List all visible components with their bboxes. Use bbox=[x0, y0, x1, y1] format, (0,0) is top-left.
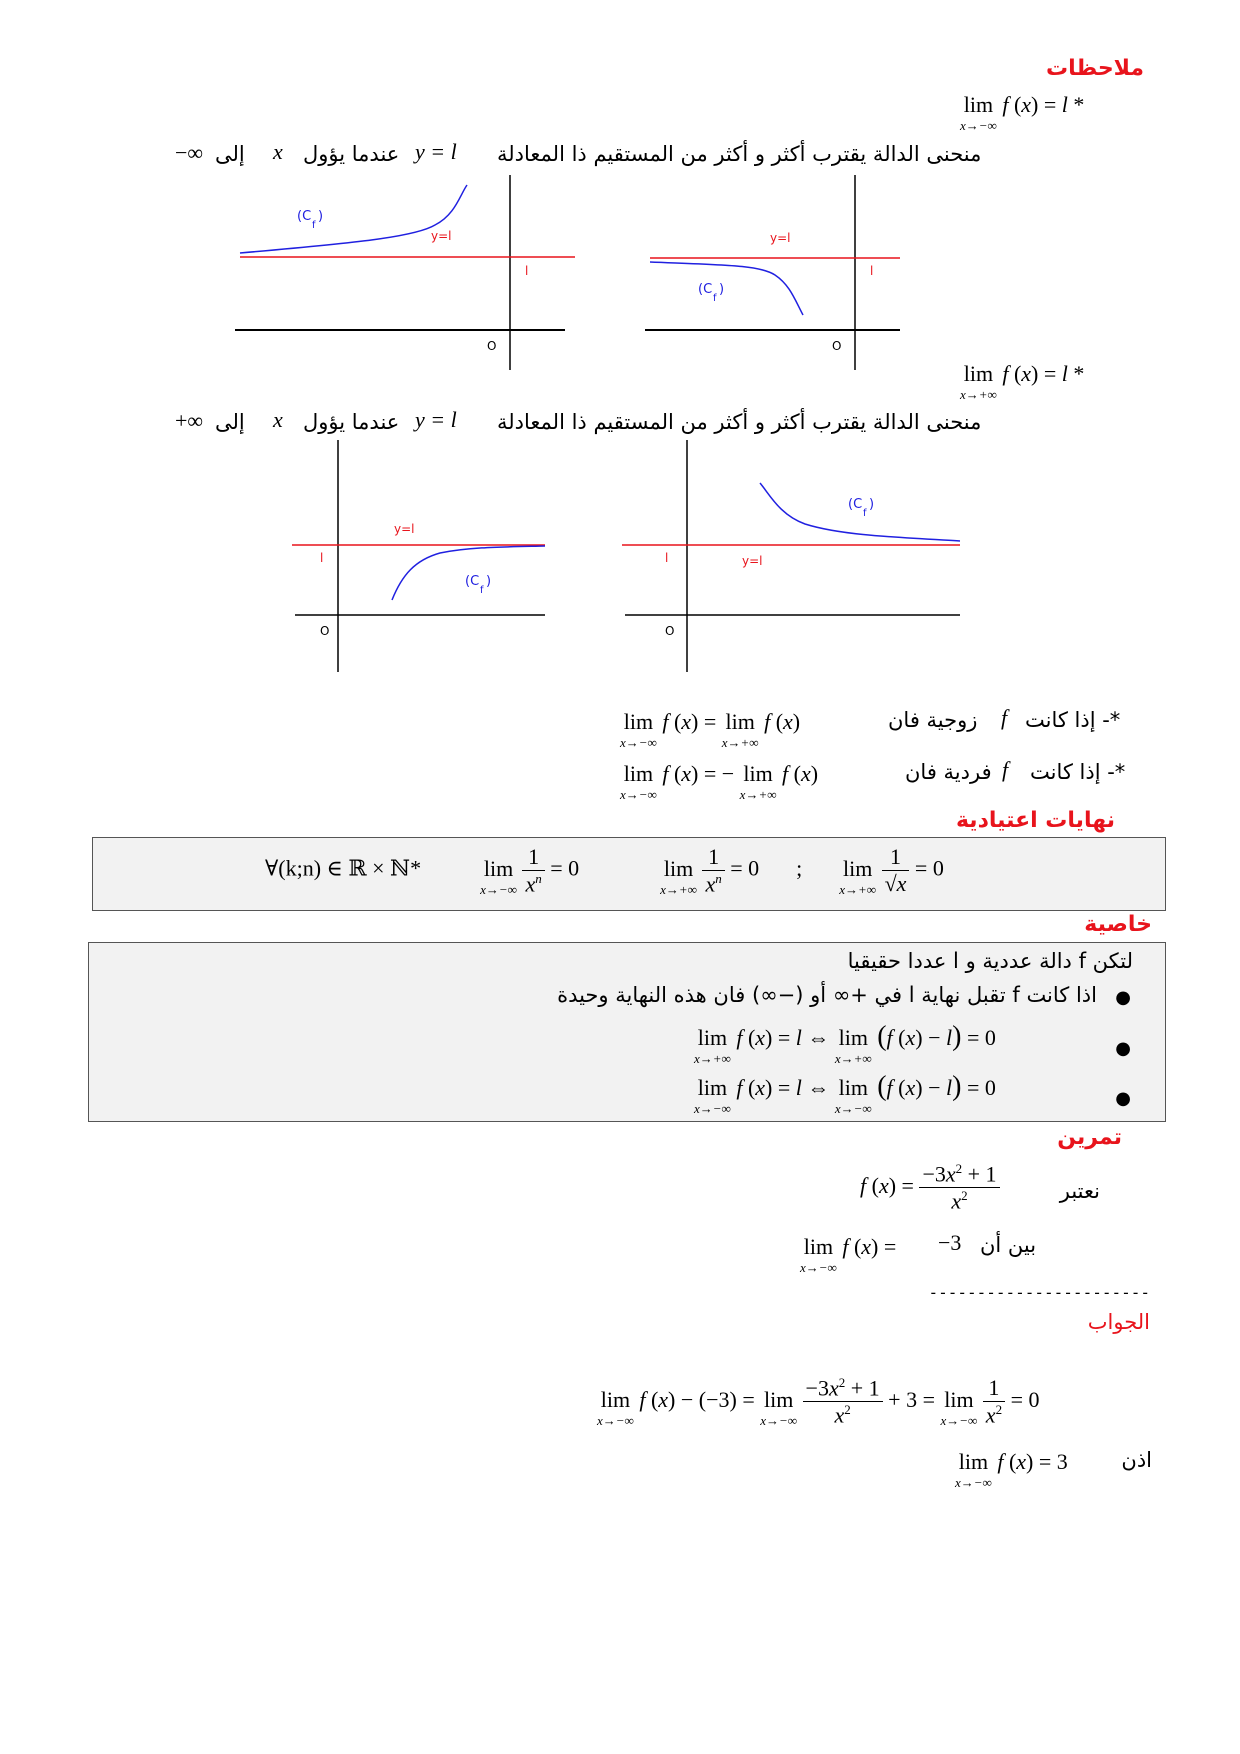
case2-text: منحنى الدالة يقترب أكثر و أكثر من المستقيم ذا المعادلة bbox=[497, 410, 982, 434]
svg-text:f: f bbox=[863, 508, 867, 519]
case1-sentence bbox=[175, 140, 1045, 170]
case1-minus-inf: −∞ bbox=[175, 140, 204, 165]
graph-1-asymptote-label: y=l bbox=[431, 229, 452, 243]
parity-even: lim x→−∞ f (x) = lim x→+∞ f (x) زوجية فان f *- إذا كانت bbox=[620, 705, 1121, 750]
parity-odd-rest: فردية فان bbox=[905, 760, 992, 784]
case2-sentence bbox=[175, 408, 1045, 438]
case2-mid: عندما يؤول bbox=[303, 410, 400, 434]
property-bullet-2-formula: lim x→+∞ f (x) = l ⇔ lim x→+∞ (f (x) − l) = 0 bbox=[694, 1021, 996, 1066]
case1-to: إلى bbox=[215, 142, 245, 166]
answer-conclusion: lim x→−∞ f (x) = 3 اذن bbox=[955, 1448, 1152, 1490]
property-title: خاصية bbox=[1084, 912, 1152, 937]
graph-3-curve-label: (C bbox=[465, 574, 480, 589]
case1-text: منحنى الدالة يقترب أكثر و أكثر من المستقيم ذا المعادلة bbox=[497, 142, 982, 166]
graph-2-l-label: l bbox=[870, 264, 874, 278]
usual-limits-forall: ∀(k;n) ∈ ℝ × ℕ* bbox=[265, 855, 422, 881]
svg-text:): ) bbox=[869, 497, 875, 512]
exercise-show: lim x→−∞ f (x) = −3 بين أن bbox=[800, 1230, 1037, 1275]
svg-text:f: f bbox=[312, 220, 316, 231]
case1-formula: lim x→−∞ f (x) = l * bbox=[960, 92, 1085, 133]
graph-1-curve-label: (C bbox=[297, 209, 312, 224]
parity-even-text: *- إذا كانت bbox=[1025, 708, 1121, 732]
case1-var: x bbox=[273, 139, 283, 164]
svg-text:): ) bbox=[318, 209, 324, 224]
answer-title: الجواب bbox=[1087, 1310, 1150, 1334]
graph-2-origin-label: O bbox=[832, 339, 842, 353]
case1-eq: y = l bbox=[415, 139, 457, 164]
parity-odd-f: f bbox=[1002, 757, 1009, 782]
graph-3-l-label: l bbox=[320, 551, 324, 565]
parity-odd: lim x→−∞ f (x) = − lim x→+∞ f (x) فردية فان f *- إذا كانت bbox=[620, 757, 1126, 802]
usual-limits-sep: ; bbox=[796, 855, 803, 881]
case2-to: إلى bbox=[215, 410, 245, 434]
case1-mid: عندما يؤول bbox=[303, 142, 400, 166]
graph-3 bbox=[290, 440, 550, 675]
svg-text:): ) bbox=[486, 574, 492, 589]
graph-4-l-label: l bbox=[665, 551, 669, 565]
graph-4 bbox=[620, 440, 965, 675]
graph-4-asymptote-label: y=l bbox=[742, 554, 763, 568]
graph-1-origin-label: O bbox=[487, 339, 497, 353]
case2-eq: y = l bbox=[415, 407, 457, 432]
separator: ----------------------- bbox=[928, 1283, 1150, 1302]
svg-text:f: f bbox=[713, 293, 717, 304]
case2-var: x bbox=[273, 407, 283, 432]
property-box bbox=[88, 942, 1166, 1122]
exercise-consider: نعتبر bbox=[1059, 1179, 1100, 1203]
graph-3-asymptote-label: y=l bbox=[394, 522, 415, 536]
svg-text:f: f bbox=[480, 585, 484, 596]
property-bullet-1: اذا كانت f تقبل نهاية l في +∞ أو (−∞) فان هذه النهاية وحيدة bbox=[557, 983, 1097, 1007]
answer-conclusion-text: اذن bbox=[1121, 1448, 1152, 1472]
exercise-show-value: −3 bbox=[938, 1230, 962, 1255]
property-bullet-3-dot: ● bbox=[1115, 1088, 1131, 1109]
graph-2-curve-label: (C bbox=[698, 282, 713, 297]
exercise-function: نعتبر f (x) = $\frac{-3x^2 + 1}{x^2}$ bbox=[860, 1161, 1100, 1214]
graph-1 bbox=[235, 175, 575, 375]
notes-title: ملاحظات bbox=[1046, 56, 1144, 81]
graph-4-curve-label: (C bbox=[848, 497, 863, 512]
parity-even-f: f bbox=[1001, 705, 1008, 730]
parity-odd-text: *- إذا كانت bbox=[1030, 760, 1126, 784]
case2-plus-inf: +∞ bbox=[175, 408, 204, 433]
usual-limits-title: نهايات اعتيادية bbox=[955, 808, 1115, 833]
graph-3-origin-label: O bbox=[320, 624, 330, 638]
case2-formula: lim x→+∞ f (x) = l * bbox=[960, 361, 1085, 402]
parity-even-rest: زوجية فان bbox=[888, 708, 978, 732]
property-intro: لتكن f دالة عددية و l عددا حقيقيا bbox=[847, 949, 1133, 973]
exercise-show-text: بين أن bbox=[980, 1233, 1037, 1257]
exercise-title: تمرين bbox=[1057, 1125, 1122, 1150]
property-bullet-3-formula: lim x→−∞ f (x) = l ⇔ lim x→−∞ (f (x) − l) = 0 bbox=[694, 1071, 996, 1116]
graph-4-origin-label: O bbox=[665, 624, 675, 638]
answer-computation: lim x→−∞ f (x) − (−3) = lim x→−∞ $\frac{-3x^2 + 1}{x^2}$ + 3 = lim x→−∞ $\frac{1}{x^2}$ = 0 bbox=[597, 1375, 1040, 1428]
graph-2-asymptote-label: y=l bbox=[770, 231, 791, 245]
graph-2 bbox=[645, 175, 915, 375]
graph-1-l-label: l bbox=[525, 264, 529, 278]
property-bullet-2-dot: ● bbox=[1115, 1038, 1131, 1059]
svg-text:): ) bbox=[719, 282, 725, 297]
usual-limits-box bbox=[92, 837, 1166, 911]
usual-limits-formulas: ∀(k;n) ∈ ℝ × ℕ* lim x→−∞ $\frac{1}{x^n}$ = 0 lim x→+∞ $\frac{1}{x^n}$ = 0 ; lim x→+∞ $\frac{1}{√x}$ = 0 bbox=[265, 844, 944, 897]
property-bullet-1-dot: ● bbox=[1115, 987, 1131, 1008]
